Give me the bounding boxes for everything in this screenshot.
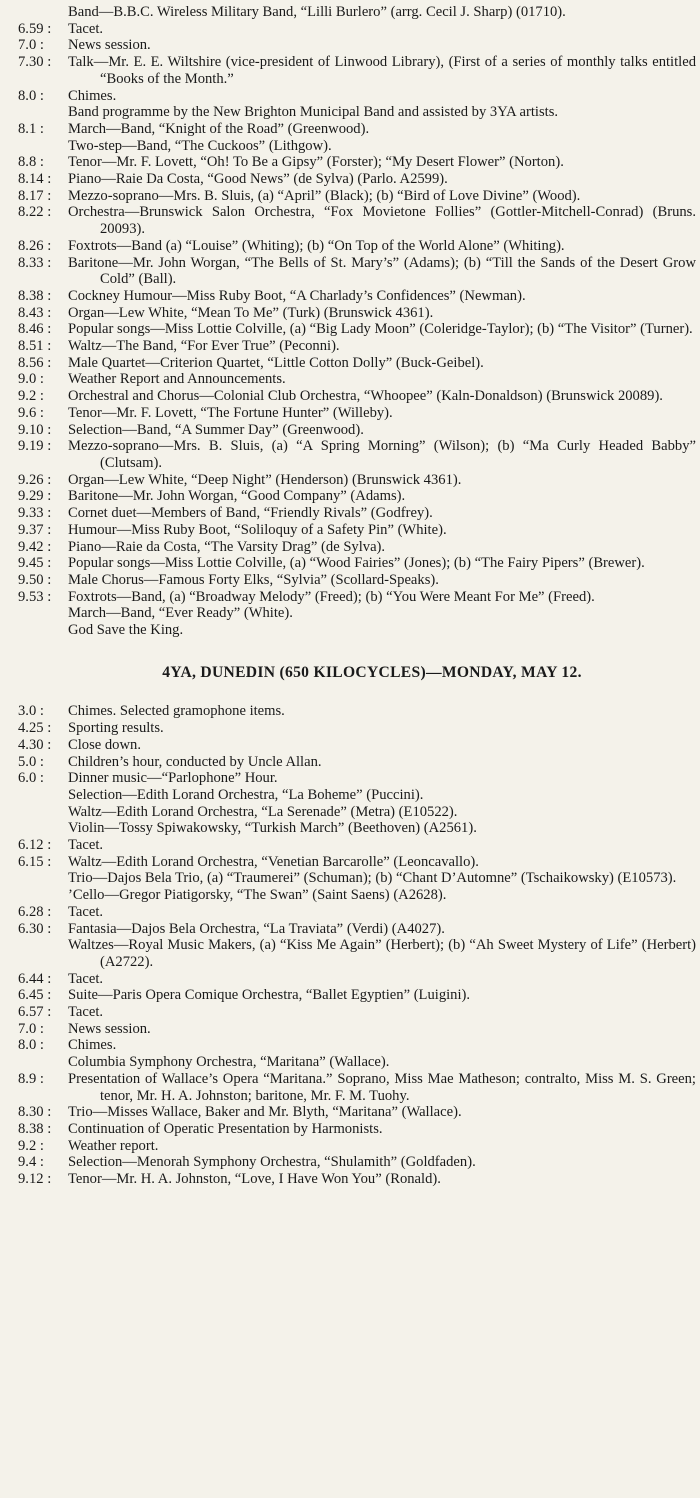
- entry-time: 7.30 :: [18, 54, 52, 71]
- entry-time: 8.38 :: [18, 287, 52, 304]
- entry-text: Selection—Menorah Symphony Orchestra, “Shulamith” (Goldfaden).: [68, 1154, 476, 1171]
- entry-text: Orchestral and Chorus—Colonial Club Orchestra, “Whoopee” (Kaln-Donaldson) (Brunswick 20089).: [68, 388, 663, 405]
- entry-time: 9.19 :: [18, 438, 52, 455]
- programme-entry: [18, 754, 696, 771]
- programme-entry: [18, 1138, 696, 1155]
- programme-entry: [18, 505, 696, 522]
- programme-entry: [18, 422, 696, 439]
- entry-text: Band programme by the New Brighton Municipal Band and assisted by 3YA artists.: [68, 104, 559, 121]
- programme-entry: [18, 1171, 696, 1188]
- entry-text: Suite—Paris Opera Comique Orchestra, “Ballet Egyptien” (Luigini).: [68, 987, 471, 1004]
- entry-time: 8.56 :: [18, 354, 52, 371]
- entry-text: Orchestra—Brunswick Salon Orchestra, “Fox Movietone Follies” (Gottler-Mitchell-Conrad) (Bruns. 20093).: [68, 204, 696, 238]
- entry-time: 9.12 :: [18, 1171, 52, 1188]
- entry-text: Popular songs—Miss Lottie Colville, (a) “Wood Fairies” (Jones); (b) “The Fairy Pipers” (Brewer).: [68, 555, 645, 572]
- entry-time: [18, 870, 68, 887]
- entry-text: Organ—Lew White, “Deep Night” (Henderson) (Brunswick 4361).: [68, 471, 462, 488]
- programme-entry: [18, 703, 696, 720]
- programme-entry: [18, 820, 696, 837]
- programme-entry: [18, 438, 696, 471]
- entry-text: March—Band, “Ever Ready” (White).: [68, 605, 293, 622]
- programme-entry: [18, 1121, 696, 1138]
- entry-time: 6.0 :: [18, 770, 44, 787]
- entry-text: Close down.: [68, 736, 141, 753]
- entry-time: 9.29 :: [18, 488, 52, 505]
- programme-entry: [18, 255, 696, 288]
- entry-time: 9.6 :: [18, 404, 44, 421]
- programme-entry: [18, 804, 696, 821]
- entry-text: Waltzes—Royal Music Makers, (a) “Kiss Me Again” (Herbert); (b) “Ah Sweet Mystery of Life” (Herbert) (A2722).: [68, 937, 696, 970]
- programme-entry: [18, 388, 696, 405]
- programme-entry: [18, 1104, 696, 1121]
- entry-time: 6.59 :: [18, 20, 52, 37]
- programme-entry: [18, 870, 696, 887]
- entry-text: News session.: [68, 1020, 151, 1037]
- entry-time: 9.10 :: [18, 421, 52, 438]
- 4ya-programme-list: [18, 703, 696, 1187]
- programme-entry: [18, 371, 696, 388]
- programme-entry: [18, 405, 696, 422]
- entry-text: Foxtrots—Band (a) “Louise” (Whiting); (b) “On Top of the World Alone” (Whiting).: [68, 237, 565, 254]
- programme-entry: [18, 605, 696, 622]
- entry-time: 8.0 :: [18, 1037, 44, 1054]
- entry-text: Columbia Symphony Orchestra, “Maritana” (Wallace).: [68, 1054, 390, 1071]
- programme-entry: [18, 188, 696, 205]
- programme-entry: [18, 904, 696, 921]
- entry-time: 8.43 :: [18, 304, 52, 321]
- programme-entry: [18, 21, 696, 38]
- entry-time: 8.30 :: [18, 1104, 52, 1121]
- programme-entry: [18, 1037, 696, 1054]
- entry-time: 9.2 :: [18, 388, 44, 405]
- entry-text: Fantasia—Dajos Bela Orchestra, “La Traviata” (Verdi) (A4027).: [68, 920, 445, 937]
- entry-text: Piano—Raie da Costa, “The Varsity Drag” (de Sylva).: [68, 538, 386, 555]
- entry-text: Mezzo-soprano—Mrs. B. Sluis, (a) “A Spring Morning” (Wilson); (b) “Ma Curly Headed Babby” (Clutsam).: [68, 438, 696, 471]
- entry-text: Trio—Misses Wallace, Baker and Mr. Blyth, “Maritana” (Wallace).: [68, 1104, 462, 1121]
- entry-text: Popular songs—Miss Lottie Colville, (a) “Big Lady Moon” (Coleridge-Taylor); (b) “The Visitor” (Turner).: [68, 321, 693, 338]
- entry-time: 8.51 :: [18, 338, 52, 355]
- programme-entry: [18, 770, 696, 787]
- entry-time: 9.50 :: [18, 571, 52, 588]
- programme-entry: [18, 288, 696, 305]
- entry-text: Humour—Miss Ruby Boot, “Soliloquy of a Safety Pin” (White).: [68, 521, 447, 538]
- programme-entry: [18, 338, 696, 355]
- programme-entry: [18, 887, 696, 904]
- programme-entry: [18, 622, 696, 639]
- entry-text: Waltz—The Band, “For Ever True” (Peconni).: [68, 338, 340, 355]
- entry-text: Tacet.: [68, 970, 104, 987]
- entry-text: Tacet.: [68, 1004, 104, 1021]
- entry-time: 8.8 :: [18, 154, 44, 171]
- entry-text: Tenor—Mr. H. A. Johnston, “Love, I Have Won You” (Ronald).: [68, 1171, 441, 1188]
- programme-entry: [18, 154, 696, 171]
- programme-entry: [18, 472, 696, 489]
- entry-text: Tenor—Mr. F. Lovett, “The Fortune Hunter” (Willeby).: [68, 404, 393, 421]
- entry-text: Baritone—Mr. John Worgan, “The Bells of St. Mary’s” (Adams); (b) “Till the Sands of the Desert Grow Cold” (Ball).: [68, 254, 696, 288]
- entry-time: 9.42 :: [18, 538, 52, 555]
- entry-time: 6.57 :: [18, 1004, 52, 1021]
- entry-time: 6.15 :: [18, 853, 52, 870]
- programme-entry: [18, 971, 696, 988]
- entry-time: 9.33 :: [18, 505, 52, 522]
- entry-text: Selection—Edith Lorand Orchestra, “La Boheme” (Puccini).: [68, 786, 424, 803]
- entry-text: Chimes. Selected gramophone items.: [68, 703, 285, 720]
- entry-time: [18, 787, 68, 804]
- entry-text: Tacet.: [68, 903, 104, 920]
- entry-time: 6.28 :: [18, 903, 52, 920]
- entry-text: Presentation of Wallace’s Opera “Maritana.” Soprano, Miss Mae Matheson; contralto, Miss M. S. Green; tenor, Mr. H. A. Johnston; baritone, Mr. F. M. Tuohy.: [68, 1070, 696, 1104]
- entry-time: 8.33 :: [18, 254, 52, 271]
- entry-time: 9.2 :: [18, 1137, 44, 1154]
- entry-time: [18, 605, 68, 622]
- programme-entry: [18, 138, 696, 155]
- entry-time: 8.0 :: [18, 87, 44, 104]
- entry-time: [18, 138, 68, 155]
- entry-time: [18, 887, 68, 904]
- entry-time: 6.30 :: [18, 920, 52, 937]
- entry-time: 9.45 :: [18, 555, 52, 572]
- entry-time: 6.44 :: [18, 970, 52, 987]
- entry-text: Two-step—Band, “The Cuckoos” (Lithgow).: [68, 137, 332, 154]
- programme-entry: [18, 539, 696, 556]
- programme-entry: [18, 488, 696, 505]
- programme-entry: [18, 1071, 696, 1104]
- entry-time: 9.37 :: [18, 521, 52, 538]
- entry-text: Male Chorus—Famous Forty Elks, “Sylvia” (Scollard-Speaks).: [68, 571, 439, 588]
- station-heading: 4YA, DUNEDIN (650 KILOCYCLES)—MONDAY, MAY 12.: [162, 663, 582, 681]
- entry-text: Tacet.: [68, 837, 104, 854]
- entry-text: Weather report.: [68, 1137, 159, 1154]
- entry-text: Trio—Dajos Bela Trio, (a) “Traumerei” (Schuman); (b) “Chant D’Automne” (Tschaikowsky) (E10573).: [68, 870, 677, 887]
- entry-text: Baritone—Mr. John Worgan, “Good Company” (Adams).: [68, 488, 406, 505]
- programme-entry: [18, 54, 696, 87]
- entry-text: Selection—Band, “A Summer Day” (Greenwood).: [68, 421, 364, 438]
- programme-entry: [18, 88, 696, 105]
- entry-text: God Save the King.: [68, 622, 184, 639]
- programme-entry: [18, 121, 696, 138]
- entry-time: 9.0 :: [18, 371, 44, 388]
- entry-time: 9.26 :: [18, 471, 52, 488]
- entry-text: Mezzo-soprano—Mrs. B. Sluis, (a) “April” (Black); (b) “Bird of Love Divine” (Wood).: [68, 187, 581, 204]
- 3ya-programme-list: [18, 4, 696, 639]
- entry-time: 8.14 :: [18, 171, 52, 188]
- entry-text: Piano—Raie Da Costa, “Good News” (de Sylva) (Parlo. A2599).: [68, 171, 448, 188]
- entry-time: [18, 804, 68, 821]
- programme-entry: [18, 937, 696, 970]
- programme-entry: [18, 589, 696, 606]
- entry-text: Chimes.: [68, 1037, 117, 1054]
- programme-entry: [18, 1154, 696, 1171]
- programme-entry: [18, 555, 696, 572]
- programme-entry: [18, 1054, 696, 1071]
- entry-text: Tacet.: [68, 20, 104, 37]
- entry-time: 4.25 :: [18, 720, 52, 737]
- entry-time: [18, 820, 68, 837]
- programme-entry: [18, 305, 696, 322]
- entry-text: Weather Report and Announcements.: [68, 371, 286, 388]
- programme-entry: [18, 355, 696, 372]
- entry-time: 8.38 :: [18, 1121, 52, 1137]
- entry-time: [18, 1054, 68, 1071]
- programme-entry: [18, 1004, 696, 1021]
- programme-entry: [18, 238, 696, 255]
- entry-text: March—Band, “Knight of the Road” (Greenwood).: [68, 120, 370, 137]
- entry-text: Cockney Humour—Miss Ruby Boot, “A Charlady’s Confidences” (Newman).: [68, 287, 526, 304]
- entry-text: Cornet duet—Members of Band, “Friendly Rivals” (Godfrey).: [68, 505, 433, 522]
- programme-entry: [18, 4, 696, 21]
- entry-text: Organ—Lew White, “Mean To Me” (Turk) (Brunswick 4361).: [68, 304, 434, 321]
- entry-text: ’Cello—Gregor Piatigorsky, “The Swan” (Saint Saens) (A2628).: [68, 887, 447, 904]
- entry-time: 4.30 :: [18, 736, 52, 753]
- entry-text: News session.: [68, 37, 151, 54]
- entry-time: 6.45 :: [18, 987, 52, 1004]
- entry-text: Tenor—Mr. F. Lovett, “Oh! To Be a Gipsy” (Forster); “My Desert Flower” (Norton).: [68, 154, 564, 171]
- entry-text: Chimes.: [68, 87, 117, 104]
- programme-entry: [18, 720, 696, 737]
- programme-entry: [18, 171, 696, 188]
- programme-entry: [18, 37, 696, 54]
- programme-entry: [18, 837, 696, 854]
- programme-entry: [18, 987, 696, 1004]
- entry-time: 9.53 :: [18, 588, 52, 605]
- entry-time: 5.0 :: [18, 753, 44, 770]
- entry-text: Dinner music—“Parlophone” Hour.: [68, 770, 278, 787]
- entry-text: Waltz—Edith Lorand Orchestra, “Venetian Barcarolle” (Leoncavallo).: [68, 853, 479, 870]
- programme-entry: [18, 921, 696, 938]
- entry-text: Sporting results.: [68, 720, 164, 737]
- entry-text: Continuation of Operatic Presentation by Harmonists.: [68, 1121, 383, 1137]
- entry-time: [18, 4, 68, 21]
- entry-text: Talk—Mr. E. E. Wiltshire (vice-president of Linwood Library), (First of a series of monthly talks entitled “Books of the Month.”: [68, 54, 696, 87]
- programme-entry: [18, 787, 696, 804]
- entry-text: Violin—Tossy Spiwakowsky, “Turkish March” (Beethoven) (A2561).: [68, 820, 477, 837]
- entry-time: 6.12 :: [18, 837, 52, 854]
- programme-entry: [18, 737, 696, 754]
- programme-entry: [18, 854, 696, 871]
- entry-time: 8.46 :: [18, 321, 52, 338]
- entry-time: 8.1 :: [18, 120, 44, 137]
- entry-text: Waltz—Edith Lorand Orchestra, “La Serenade” (Metra) (E10522).: [68, 803, 458, 820]
- programme-entry: [18, 104, 696, 121]
- entry-time: 8.17 :: [18, 187, 52, 204]
- programme-entry: [18, 321, 696, 338]
- entry-time: [18, 937, 68, 970]
- entry-text: Children’s hour, conducted by Uncle Allan.: [68, 753, 322, 770]
- entry-time: 8.9 :: [18, 1070, 44, 1087]
- programme-entry: [18, 522, 696, 539]
- entry-time: 3.0 :: [18, 703, 44, 720]
- entry-time: 8.22 :: [18, 204, 52, 221]
- entry-time: 8.26 :: [18, 237, 52, 254]
- entry-time: [18, 104, 68, 121]
- programme-entry: [18, 1021, 696, 1038]
- entry-time: 7.0 :: [18, 37, 44, 54]
- entry-time: 7.0 :: [18, 1020, 44, 1037]
- programme-entry: [18, 572, 696, 589]
- entry-time: [18, 622, 68, 639]
- entry-text: Band—B.B.C. Wireless Military Band, “Lilli Burlero” (arrg. Cecil J. Sharp) (01710).: [68, 4, 566, 20]
- programme-entry: [18, 204, 696, 237]
- entry-text: Foxtrots—Band, (a) “Broadway Melody” (Freed); (b) “You Were Meant For Me” (Freed).: [68, 588, 595, 605]
- entry-time: 9.4 :: [18, 1154, 44, 1171]
- entry-text: Male Quartet—Criterion Quartet, “Little Cotton Dolly” (Buck-Geibel).: [68, 354, 484, 371]
